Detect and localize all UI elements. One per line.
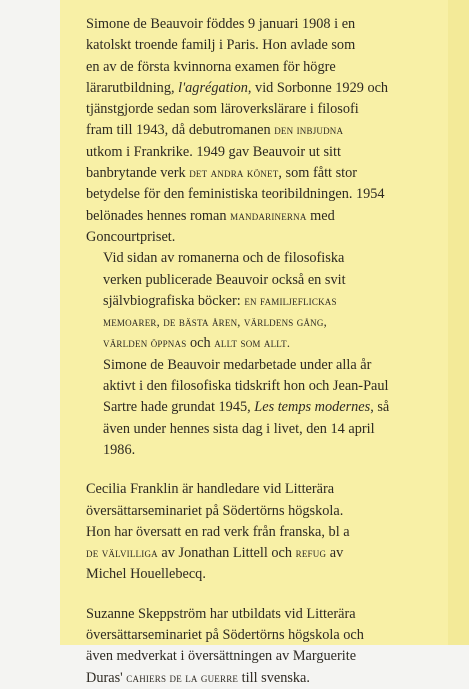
italic-title: Les temps modernes — [254, 399, 371, 416]
text-line: betydelse för den feministiska teoribildningen. 1954 — [86, 186, 385, 203]
book-title-small-caps: refug — [295, 546, 327, 561]
book-title-small-caps: memoarer, de bästa åren, världens gång, — [103, 315, 327, 330]
text-line: lärarutbildning, l'agrégation, vid Sorbonne 1929 och — [86, 79, 389, 96]
book-title-small-caps: världen öppnas — [103, 336, 187, 351]
flap-text — [86, 14, 438, 689]
author-bio-paragraph-1 — [86, 14, 438, 248]
text-line: fram till 1943, då debutromanen den inbjudna — [86, 122, 344, 139]
text-line: katolskt troende familj i Paris. Hon avlade som — [86, 37, 356, 54]
book-title-small-caps: allt som allt. — [214, 336, 291, 351]
text-line: Cecilia Franklin är handledare vid Litterära — [86, 481, 335, 498]
text-line: banbrytande verk det andra könet, som fått stor — [86, 165, 358, 182]
italic-title: l'agrégation — [178, 79, 248, 96]
text-line: översättarseminariet på Södertörns högskola och — [86, 627, 364, 644]
text-line: Simone de Beauvoir medarbetade under alla år — [103, 356, 372, 373]
text-line: även medverkat i översättningen av Marguerite — [86, 648, 357, 665]
text-line: verken publicerade Beauvoir också en svit — [103, 271, 346, 288]
text-line: Duras' cahiers de la guerre till svenska. — [86, 669, 310, 686]
author-bio-paragraph-3 — [86, 355, 438, 461]
text-line: Simone de Beauvoir föddes 9 januari 1908 i en — [86, 16, 356, 32]
text-line: tjänstgjorde sedan som läroverkslärare i filosofi — [86, 101, 359, 118]
text-line: de välvilliga av Jonathan Littell och refug av — [86, 545, 344, 562]
text-line: även under hennes sista dag i livet, den 14 april — [103, 420, 375, 437]
text-line: Michel Houellebecq. — [86, 566, 206, 583]
book-title-small-caps: mandarinerna — [230, 208, 307, 223]
text-line: belönades hennes roman mandarinerna med — [86, 207, 335, 224]
text-line: Suzanne Skeppström har utbildats vid Litterära — [86, 605, 356, 622]
text-line: Goncourtpriset. — [86, 228, 176, 245]
book-title-small-caps: cahiers de la guerre — [126, 670, 239, 685]
text-line: översättarseminariet på Södertörns högskola. — [86, 502, 344, 519]
author-bio-paragraph-2 — [86, 248, 438, 354]
text-line — [86, 312, 438, 333]
text-line: självbiografiska böcker: en familjeflickas — [103, 292, 337, 309]
text-line: Vid sidan av romanerna och de filosofiska — [103, 250, 345, 267]
text-line: världen öppnas och allt som allt. — [103, 335, 291, 352]
text-line: Sartre hade grundat 1945, Les temps modernes, så — [103, 399, 390, 416]
book-title-small-caps: det andra könet — [189, 166, 279, 181]
book-title-small-caps: en familjeflickas — [244, 293, 337, 308]
text-line: 1986. — [103, 441, 136, 458]
book-title-small-caps: den inbjudna — [274, 123, 344, 138]
text-line: utkom i Frankrike. 1949 gav Beauvoir ut sitt — [86, 143, 341, 160]
text-line: aktivt i den filosofiska tidskrift hon och Jean-Paul — [103, 378, 389, 395]
flap-fold-edge — [448, 0, 469, 645]
translator-bio-suzanne-skeppstrom — [86, 604, 438, 689]
text-line: en av de första kvinnorna examen för högre — [86, 58, 336, 75]
translator-bio-cecilia-franklin — [86, 479, 438, 585]
text-line: Hon har översatt en rad verk från franska, bl a — [86, 523, 350, 540]
book-title-small-caps: de välvilliga — [86, 546, 158, 561]
